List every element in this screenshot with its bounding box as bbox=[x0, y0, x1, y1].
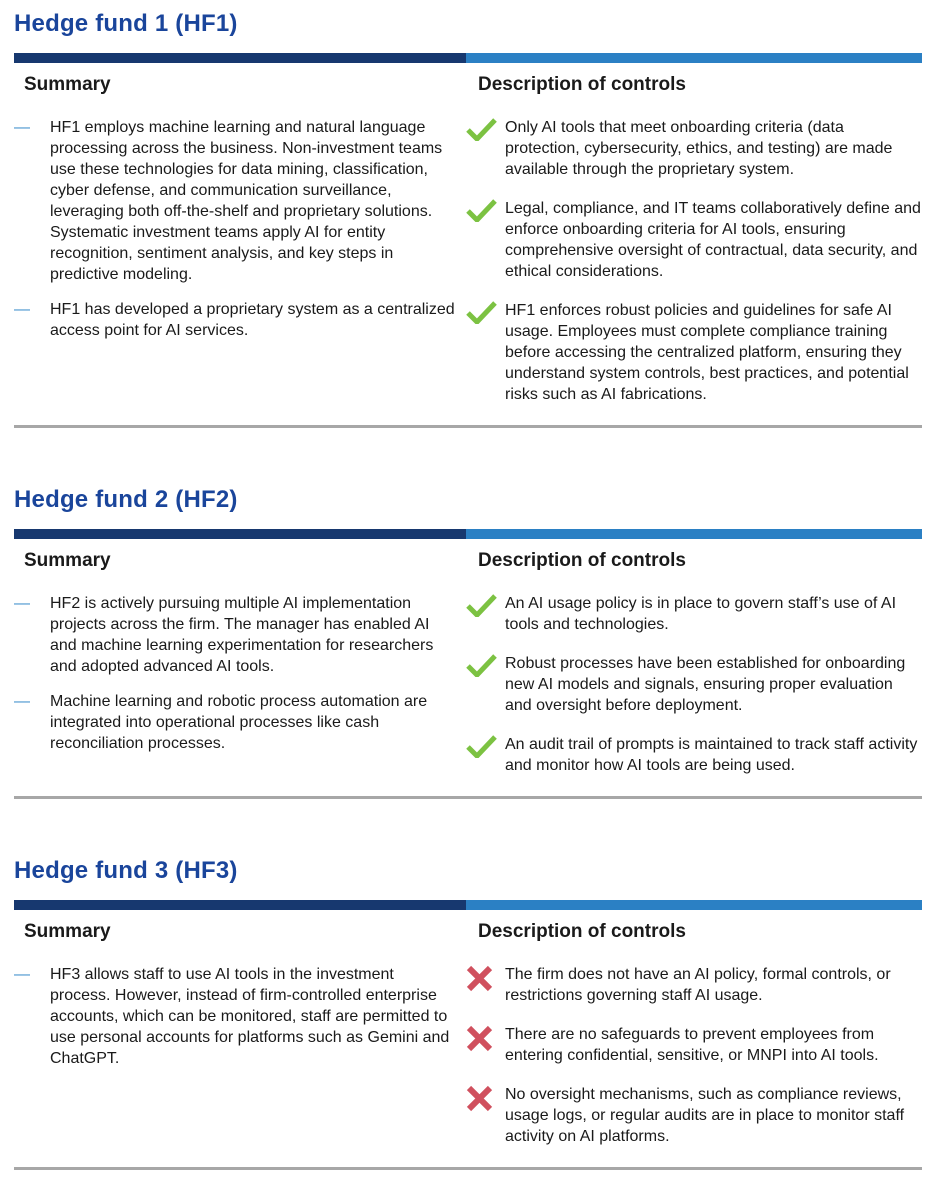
control-text: No oversight mechanisms, such as compliance reviews, usage logs, or regular audits are in place to monitor staff activity on AI platforms. bbox=[505, 1086, 905, 1145]
section-header-bar bbox=[14, 53, 922, 63]
control-text: Robust processes have been established for onboarding new AI models and signals, ensuring proper evaluation and oversight before deployment. bbox=[505, 655, 906, 714]
control-text: The firm does not have an AI policy, formal controls, or restrictions governing staff AI usage. bbox=[505, 966, 891, 1004]
header-bar-dark-segment bbox=[14, 900, 466, 910]
section-hedge-fund-2 bbox=[0, 484, 937, 799]
header-bar-dark-segment bbox=[14, 53, 466, 63]
list-item bbox=[466, 1084, 922, 1147]
list-item bbox=[14, 964, 455, 1069]
check-icon bbox=[466, 198, 505, 222]
summary-text: HF3 allows staff to use AI tools in the investment process. However, instead of firm-controlled enterprise accounts, which can be monitored, staff are permitted to use personal accounts for platforms such as Gemini and ChatGPT. bbox=[50, 966, 450, 1067]
check-icon bbox=[466, 593, 505, 617]
controls-column bbox=[466, 549, 922, 776]
summary-text: HF2 is actively pursuing multiple AI implementation projects across the firm. The manager has enabled AI and machine learning experimentation for researchers and adopted advanced AI tools. bbox=[50, 595, 434, 675]
page-title: Hedge fund 1 (HF1) bbox=[14, 10, 238, 37]
summary-column bbox=[14, 920, 466, 1147]
list-item bbox=[14, 299, 455, 341]
summary-column bbox=[14, 549, 466, 776]
controls-column bbox=[466, 73, 922, 405]
list-item bbox=[466, 734, 922, 776]
section-divider bbox=[14, 425, 922, 428]
dash-bullet-icon: — bbox=[14, 595, 30, 612]
list-item bbox=[14, 117, 455, 285]
dash-bullet-icon: — bbox=[14, 966, 30, 983]
control-text: Only AI tools that meet onboarding criteria (data protection, cybersecurity, ethics, and testing) are made available through the proprietary system. bbox=[505, 119, 893, 178]
summary-heading: Summary bbox=[24, 921, 111, 942]
cross-icon bbox=[466, 1084, 505, 1112]
list-item bbox=[466, 1024, 922, 1066]
list-item bbox=[466, 964, 922, 1006]
section-header-bar bbox=[14, 529, 922, 539]
check-icon bbox=[466, 734, 505, 758]
section-divider bbox=[14, 1167, 922, 1170]
dash-bullet-icon: — bbox=[14, 119, 30, 136]
check-icon bbox=[466, 653, 505, 677]
section-hedge-fund-3 bbox=[0, 855, 937, 1170]
control-text: HF1 enforces robust policies and guidelines for safe AI usage. Employees must complete compliance training before accessing the centralized platform, ensuring they understand system controls, best practices, and potential risks such as AI fabrications. bbox=[505, 302, 909, 403]
summary-text: Machine learning and robotic process automation are integrated into operational processes like cash reconciliation processes. bbox=[50, 693, 428, 752]
summary-column bbox=[14, 73, 466, 405]
list-item bbox=[466, 653, 922, 716]
list-item bbox=[14, 691, 455, 754]
control-text: An AI usage policy is in place to govern staff’s use of AI tools and technologies. bbox=[505, 595, 897, 633]
dash-bullet-icon: — bbox=[14, 301, 30, 318]
control-text: An audit trail of prompts is maintained to track staff activity and monitor how AI tools are being used. bbox=[505, 736, 918, 774]
controls-heading: Description of controls bbox=[478, 550, 686, 571]
page-title: Hedge fund 3 (HF3) bbox=[14, 857, 238, 884]
check-icon bbox=[466, 300, 505, 324]
list-item bbox=[466, 117, 922, 180]
summary-heading: Summary bbox=[24, 74, 111, 95]
summary-text: HF1 has developed a proprietary system as a centralized access point for AI services. bbox=[50, 301, 455, 339]
section-hedge-fund-1 bbox=[0, 8, 937, 428]
cross-icon bbox=[466, 1024, 505, 1052]
cross-icon bbox=[466, 964, 505, 992]
control-text: Legal, compliance, and IT teams collaboratively define and enforce onboarding criteria for AI tools, ensuring comprehensive oversight of contractual, data security, and ethical considerations. bbox=[505, 200, 921, 280]
controls-heading: Description of controls bbox=[478, 921, 686, 942]
summary-heading: Summary bbox=[24, 550, 111, 571]
header-bar-dark-segment bbox=[14, 529, 466, 539]
list-item bbox=[466, 198, 922, 282]
header-bar-light-segment bbox=[466, 53, 922, 63]
list-item bbox=[14, 593, 455, 677]
summary-text: HF1 employs machine learning and natural language processing across the business. Non-investment teams use these technologies for data mining, classification, cyber defense, and communication surveillance, leveraging both off-the-shelf and proprietary solutions. Systematic investment teams apply AI for entity recognition, sentiment analysis, and key steps in predictive modeling. bbox=[50, 119, 443, 283]
header-bar-light-segment bbox=[466, 529, 922, 539]
controls-heading: Description of controls bbox=[478, 74, 686, 95]
list-item bbox=[466, 593, 922, 635]
section-header-bar bbox=[14, 900, 922, 910]
page-title: Hedge fund 2 (HF2) bbox=[14, 486, 238, 513]
section-divider bbox=[14, 796, 922, 799]
check-icon bbox=[466, 117, 505, 141]
control-text: There are no safeguards to prevent employees from entering confidential, sensitive, or MNPI into AI tools. bbox=[505, 1026, 879, 1064]
dash-bullet-icon: — bbox=[14, 693, 30, 710]
list-item bbox=[466, 300, 922, 405]
header-bar-light-segment bbox=[466, 900, 922, 910]
controls-column bbox=[466, 920, 922, 1147]
